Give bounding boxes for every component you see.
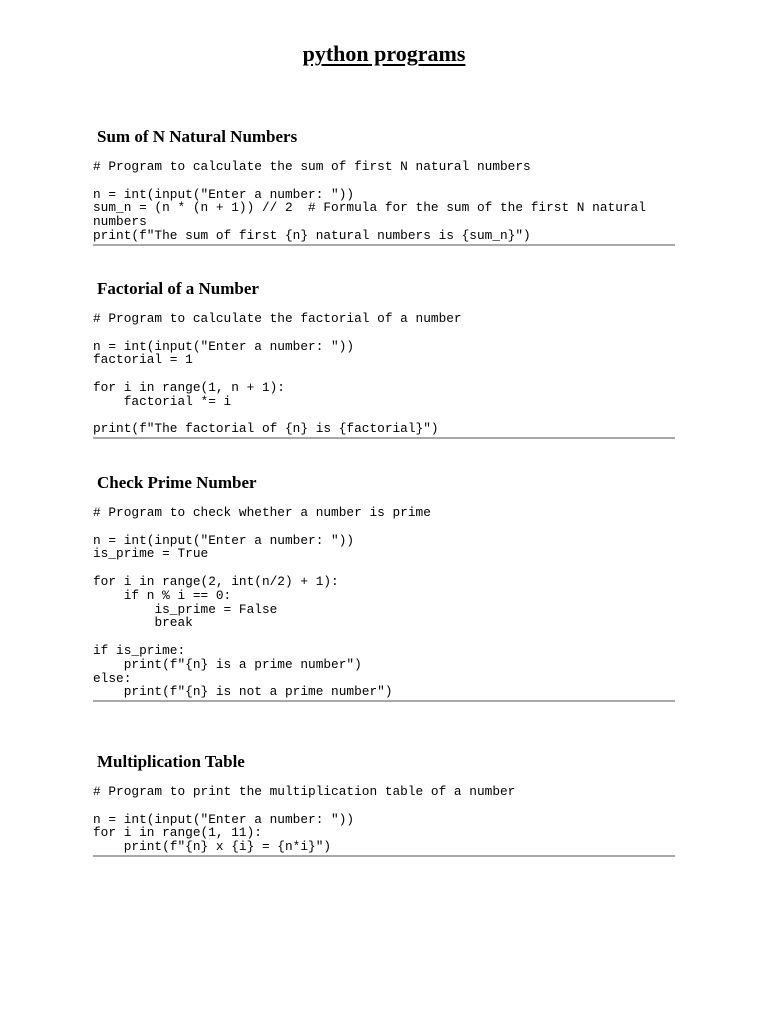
section-sum-natural-numbers xyxy=(93,127,675,246)
section-check-prime xyxy=(93,473,675,702)
code-block: # Program to print the multiplication table of a number n = int(input("Enter a number: ")) for i in range(1, 11): print(f"{n} x {i} = {n*i}") xyxy=(93,785,675,857)
section-heading: Multiplication Table xyxy=(97,752,245,771)
section-heading: Check Prime Number xyxy=(97,473,257,492)
section-factorial xyxy=(93,279,675,439)
section-heading: Factorial of a Number xyxy=(97,279,259,298)
section-multiplication-table xyxy=(93,752,675,857)
code-block: # Program to calculate the sum of first N natural numbers n = int(input("Enter a number: ")) sum_n = (n * (n + 1)) // 2 # Formula for the sum of the first N natural numbers print(f"The sum of first {n} natural numbers is {sum_n}") xyxy=(93,160,675,246)
section-heading: Sum of N Natural Numbers xyxy=(97,127,298,146)
page-title: python programs xyxy=(302,41,466,66)
code-block: # Program to calculate the factorial of a number n = int(input("Enter a number: ")) factorial = 1 for i in range(1, n + 1): factorial *= i print(f"The factorial of {n} is {factorial}") xyxy=(93,312,675,439)
code-block: # Program to check whether a number is prime n = int(input("Enter a number: ")) is_prime = True for i in range(2, int(n/2) + 1): if n % i == 0: is_prime = False break if is_prime: print(f"{n} is a prime number") else: print(f"{n} is not a prime number") xyxy=(93,506,675,702)
